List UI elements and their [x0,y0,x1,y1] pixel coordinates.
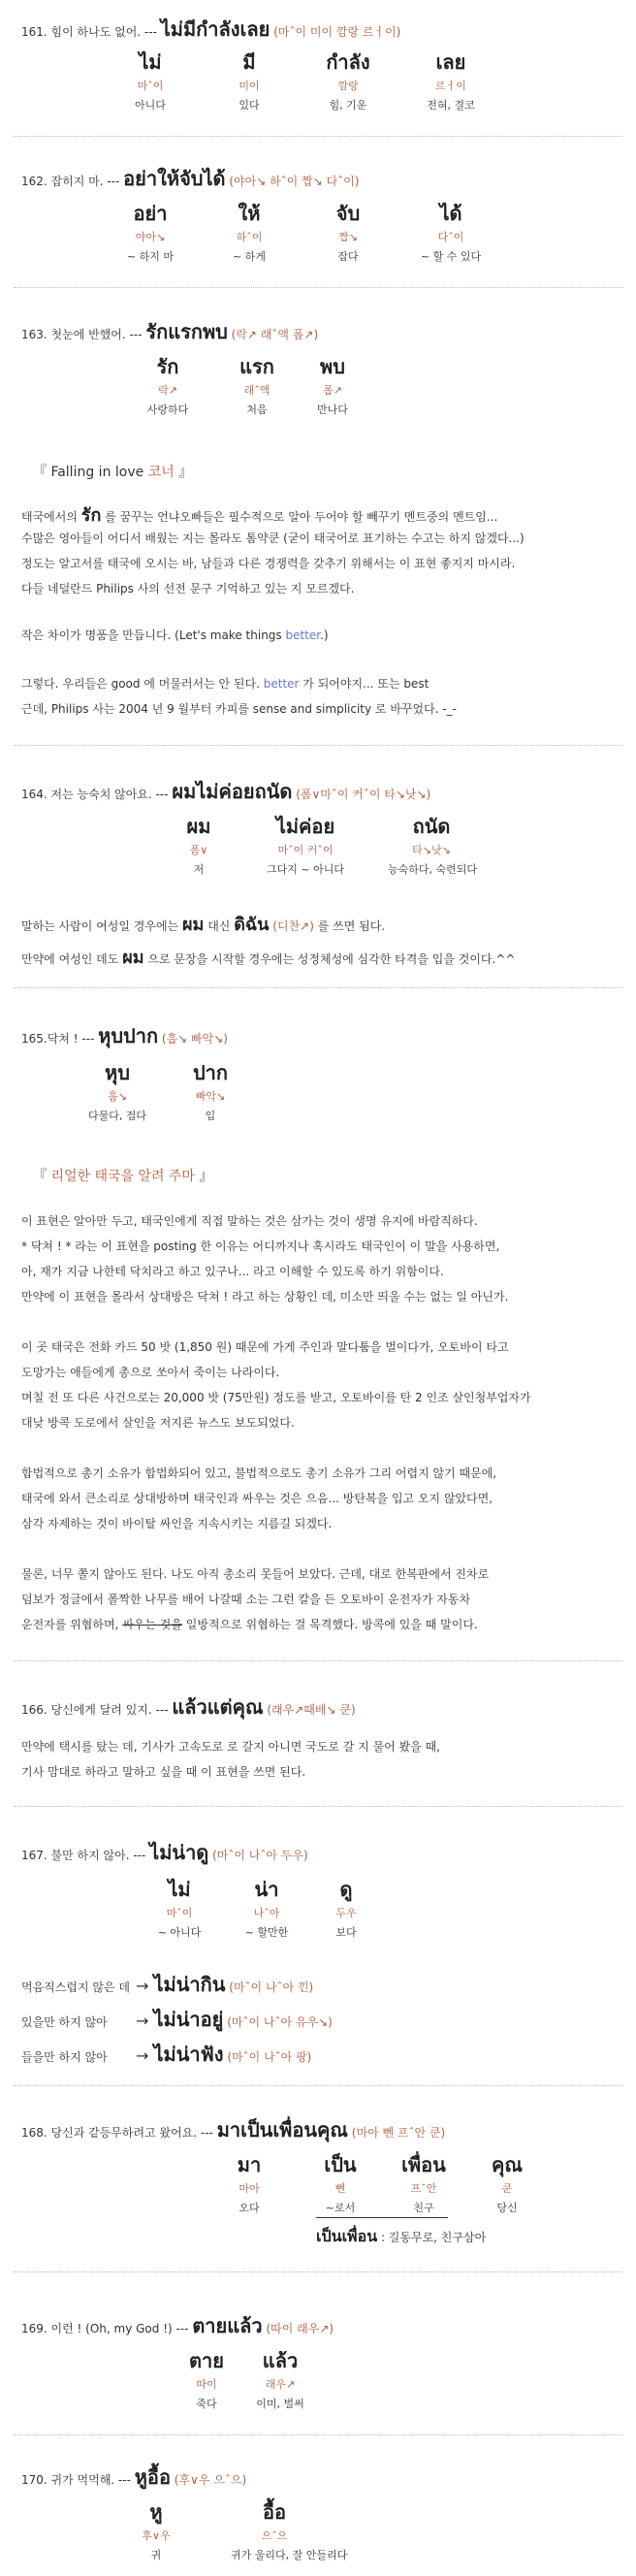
paragraph-line: 삼각 자제하는 것이 바이탈 싸인을 지속시키는 지름길 되겠다. [21,1517,333,1530]
paragraph-line: * 닥쳐 ! * 라는 이 표현을 posting 한 이유는 어디까지나 혹시라도 태국인이 이 말을 사용하면, [21,1240,500,1253]
word-thai: แรก [239,355,274,378]
word-meaning: 만나다 [317,403,348,416]
word-thai: ได้ [439,202,462,225]
word-thai: อื้อ [262,2500,287,2524]
heading-170 [21,2462,246,2493]
text-span: 를 쓰면 됨다. [313,919,386,933]
word-pron: 다ˆ이 [437,231,464,243]
heading-162-pron: (야아↘ 하ˆ이 짭↘ 다ˆ이) [229,175,360,188]
heading-162-thai: อย่าให้จับได้ [123,167,226,190]
heading-161 [21,14,400,45]
text-span: 작은 차이가 명품을 만듭니다. (Let's make things [21,628,286,642]
word-pron: 으ˆ으 [261,2529,288,2542]
word-meaning: ~로서 [325,2202,356,2214]
paragraph-line: 이 곳 태국은 전화 카드 50 밧 (1,850 원) 때문에 가게 주인과 말다툼을 벌이다가, 오토바이 타고 [21,1340,509,1354]
text-span: 일방적으로 위협하는 걸 목격했다. 방콕에 있을 때 말이다. [181,1618,478,1631]
paragraph-line [21,500,497,529]
paragraph-line [21,627,329,643]
paragraph-line: 합법적으로 총기 소유가 합법화되어 있고, 불법적으로도 총기 소유가 그리 어렵지 않기 때문에, [21,1466,497,1480]
word-thai: ไม่ [139,50,162,74]
word-pron: 야아↘ [135,231,166,243]
corner-title-falling-in-love [33,462,192,481]
word-pron: 락↗ [158,384,177,397]
word-thai: ดู [339,1878,353,1901]
word-thai: ปาก [192,1061,229,1084]
thai-highlight: ดิฉัน [234,915,270,935]
example-thai: ไม่น่าอยู่ [153,2008,224,2031]
word-meaning: 입 [205,1110,216,1122]
word-meaning: 이미, 벌써 [256,2398,304,2410]
word-pron: 빠악↘ [195,1090,226,1103]
example-label: 들을만 하지 않아 [21,2050,108,2064]
word-pron: 르ㅓ이 [435,80,466,92]
word-pron: 마ˆ이 커ˆ이 [277,844,334,856]
heading-163-pron: (락↗ 래ˆ액 폽↗) [231,328,319,341]
paragraph-line: 다들 네덜란드 Philips 사의 선전 문구 기억하고 있는 지 모르겠다. [21,582,355,596]
heading-169-thai: ตายแล้ว [192,2314,263,2337]
divider [14,136,622,137]
word-pron: 마아 [238,2182,260,2195]
arrow-icon: → [136,2046,154,2065]
thai-highlight: ผม [122,948,144,968]
word-pron: 뻰 [334,2182,346,2195]
heading-169 [21,2310,334,2341]
arrow-icon: → [136,2012,154,2030]
word-meaning: 힘, 기운 [329,99,367,112]
word-thai: เป็น [324,2153,357,2176]
paragraph-line: 물론, 너무 쫄지 않아도 된다. 나도 아직 총소리 못들어 보았다. 근데, 대로 한복판에서 진차로 [21,1567,490,1581]
heading-167-num: 167. 불만 하지 않아. --- [21,1849,150,1862]
word-meaning: 귀 [150,2549,162,2561]
word-thai: กำลัง [326,50,370,74]
paragraph-line: 며칠 전 또 다른 사건으로는 20,000 밧 (75만원) 정도를 받고, 오토바이를 탄 2 인조 살인청부업자가 [21,1391,531,1404]
strikethrough-text: 싸우는 것을 [122,1618,182,1631]
heading-167-pron: (마ˆ이 나ˆ아 두우) [212,1849,308,1862]
heading-168-num: 168. 당신과 같등무하려고 왔어요. --- [21,2126,217,2140]
text-span: .) [320,628,329,642]
corner-title-real-thailand [33,1166,213,1185]
heading-164-pron: (폼∨마ˆ이 커ˆ이 타↘낫↘) [296,788,431,801]
arrow-icon: → [136,1977,154,1995]
example-thai: ไม่น่าฟัง [153,2043,224,2066]
word-pron: 폼∨ [189,844,208,856]
heading-166-thai: แล้วแต่คุณ [172,1695,264,1719]
heading-166 [21,1691,356,1723]
paragraph-line: 대낮 방콕 도로에서 살인을 저지른 뉴스도 보도되었다. [21,1416,295,1430]
word-thai: พบ [320,355,345,378]
paragraph-line [21,943,515,971]
heading-162-num: 162. 잡히지 마. --- [21,175,124,188]
paragraph-line: 아, 재가 지금 나한테 닥치라고 하고 있구나... 라고 이해할 수 있도록 하기 위함이다. [21,1265,444,1278]
paragraph-line: 기사 맘대로 하라고 말하고 싶을 때 이 표현을 쓰면 된다. [21,1765,306,1779]
word-thai: ไม่ [168,1878,191,1901]
word-pron: 깜랑 [337,80,359,92]
paragraph-line [21,675,429,692]
heading-163 [21,316,318,347]
example-thai: ไม่น่ากิน [153,1973,226,1996]
word-thai: เลย [435,50,466,74]
word-meaning: 아니다 [135,99,166,112]
heading-164-thai: ผมไม่ค่อยถนัด [172,780,293,803]
word-meaning: 당신 [496,2202,518,2214]
word-meaning: 전혀, 결코 [427,99,475,112]
paragraph-line: 도망가는 애들에게 총으로 쏘아서 죽이는 나라이다. [21,1366,280,1379]
heading-165-thai: หุบปาก [98,1024,159,1047]
heading-169-num: 169. 이런 ! (Oh, my God !) --- [21,2322,193,2335]
word-pron: 짭↘ [338,231,358,243]
heading-164-num: 164. 저는 능숙치 않아요. --- [21,788,173,801]
corner-title-post: 』 [174,465,193,480]
divider [14,745,622,746]
heading-168 [21,2114,445,2145]
example-label: 있을만 하지 않아 [21,2015,108,2029]
corner-title-ko: 코너 [147,465,175,480]
word-meaning: ~ 하지 마 [126,250,175,263]
heading-165 [21,1020,228,1051]
corner-title-pre: 『 [33,1169,51,1184]
heading-161-thai: ไม่มีกำลังเลย [160,17,270,41]
example-row [21,2039,311,2070]
corner-title-ko: 리얼한 태국을 알려 주마 [50,1169,196,1184]
word-pron: 후∨우 [142,2529,171,2542]
heading-168-thai: มาเป็นเพื่อนคุณ [216,2118,348,2141]
heading-169-pron: (따이 래우↗) [266,2322,334,2335]
paragraph-line [21,1616,478,1632]
paragraph-line: 태국에 와서 큰소리로 상대방하며 태국인과 싸우는 것은 으음... 방탄복을 입고 오지 않았다면, [21,1492,493,1505]
example-row [21,2004,333,2035]
paragraph-line: 만약에 택시를 탔는 데, 기사가 고속도로 로 갈지 아니면 국도로 갈 지 물어 봤을 때, [21,1740,440,1754]
word-meaning: 처음 [246,403,268,416]
divider [14,2085,622,2086]
word-meaning: 있다 [238,99,260,112]
word-thai: ไม่ค่อย [275,815,335,838]
word-pron: 훕↘ [108,1090,127,1103]
heading-163-thai: รักแรกพบ [145,320,228,343]
word-meaning: ~ 할 수 있다 [420,250,482,263]
word-pron: 폽↗ [323,384,342,397]
compound-thai: เป็นเพื่อน [316,2227,378,2245]
word-thai: ผม [186,815,211,838]
heading-161-num: 161. 힘이 하나도 없어. --- [21,25,161,39]
word-meaning: 죽다 [196,2398,217,2410]
highlight-better: better [263,677,300,691]
text-span: 으로 문장을 시작할 경우에는 성정체성에 심각한 타격을 입을 것이다.^^ [143,952,516,966]
word-pron: 래ˆ액 [243,384,270,397]
heading-170-num: 170. 귀가 먹먹해. --- [21,2473,135,2487]
divider [14,1660,622,1661]
word-pron: 쿤 [501,2182,513,2195]
divider [14,1806,622,1807]
text-span: 대신 [204,919,235,933]
heading-167 [21,1837,308,1868]
word-pron: 미이 [238,80,260,92]
text-span: 태국에서의 [21,510,81,524]
word-thai: มี [242,50,256,74]
word-thai: มา [237,2153,262,2176]
divider [14,287,622,288]
underline-bracket [316,2217,448,2218]
example-label: 먹음직스럽지 않은 데 [21,1980,130,1994]
thai-highlight: ผม [181,915,205,935]
word-meaning: 보다 [335,1926,357,1939]
paragraph-line: 만약에 이 표현을 몰라서 상대방은 닥쳐 ! 라고 하는 상황인 데, 미소만 띄울 수는 없는 일 아닌가. [21,1290,509,1304]
word-thai: จับ [335,202,361,225]
word-meaning: 다물다, 접다 [87,1110,147,1122]
example-pron: (마ˆ이 나ˆ아 낀) [229,1980,314,1994]
word-thai: น่า [254,1878,279,1901]
heading-165-num: 165.닥쳐 ! --- [21,1032,99,1046]
heading-168-pron: (마아 뻰 프ˆ안 쿤) [351,2126,446,2140]
pron-span: (디찬↗) [269,919,314,933]
word-pron: 타↘낫↘ [412,844,451,856]
word-meaning: 오다 [238,2202,260,2214]
word-pron: 따이 [196,2378,217,2391]
word-thai: ถนัด [412,815,451,838]
example-row [21,1969,313,2000]
paragraph-line: 덤보가 정글에서 폴짝한 나무를 배어 나갈때 소는 그런 칼을 든 오토바이 운전자가 자동차 [21,1593,471,1606]
text-span: 가 되어야지... 또는 best [299,677,429,691]
word-thai: ตาย [189,2349,224,2372]
word-meaning: 저 [193,863,205,876]
text-span: 그렇다. 우리들은 good 에 머물러서는 안 된다. [21,677,264,691]
example-pron: (마ˆ이 나ˆ아 팡) [227,2050,312,2064]
word-pron: 마ˆ이 [137,80,164,92]
word-thai: แล้ว [262,2349,299,2372]
word-meaning: ~ 하게 [233,250,266,263]
word-pron: 나ˆ아 [253,1907,280,1919]
heading-161-pron: (마ˆ이 미이 깜랑 르ㅓ이) [273,25,401,39]
word-thai: รัก [156,355,179,378]
word-thai: เพื่อน [401,2153,446,2176]
paragraph-line: 수많은 영아들이 어디서 배웠는 지는 몰라도 톰약쿤 (굳이 태국어로 표기하는 수고는 하지 않겠다...) [21,531,525,545]
heading-162 [21,163,359,194]
word-meaning: 잡다 [337,250,359,263]
word-pron: 하ˆ이 [236,231,263,243]
corner-title-pre: 『 Falling in love [33,465,148,480]
thai-highlight: รัก [80,505,102,526]
divider [14,2271,622,2272]
heading-170-thai: หูอื้อ [134,2465,171,2489]
word-pron: 마ˆ이 [166,1907,193,1919]
compound-meaning: : 길동무로, 친구삼아 [377,2231,487,2244]
highlight-better: better [285,628,321,642]
word-meaning: 친구 [413,2202,434,2214]
paragraph-line [21,910,385,938]
text-span: 말하는 사람이 여성일 경우에는 [21,919,182,933]
corner-title-post: 』 [195,1169,213,1184]
heading-166-num: 166. 당신에게 달려 있지. --- [21,1703,173,1717]
text-span: 운전자를 위협하며, [21,1618,123,1631]
heading-164 [21,776,430,807]
word-pron: 래우↗ [265,2378,296,2391]
heading-167-thai: ไม่น่าดู [149,1841,209,1864]
heading-166-pron: (래우↗때배↘ 쿤) [267,1703,356,1717]
word-thai: คุณ [492,2153,523,2176]
example-pron: (마ˆ이 나ˆ아 유우↘) [227,2015,333,2029]
word-thai: หุบ [105,1061,130,1084]
text-span: 만약에 여성인 데도 [21,952,123,966]
paragraph-line: 근데, Philips 사는 2004 년 9 월부터 카피를 sense and simplicity 로 바꾸었다. -_- [21,702,457,716]
paragraph-line: 정도는 알고서를 태국에 오시는 바, 남들과 다른 경쟁력을 갖추기 위해서는 이 표현 좋지지 마시라. [21,557,516,570]
word-thai: หู [149,2500,163,2524]
word-meaning: ~ 할만한 [244,1926,289,1939]
heading-170-pron: (후∨우 으ˆ으) [174,2473,247,2487]
word-pron: 두우 [335,1907,357,1919]
word-meaning: 사랑하다 [146,403,189,416]
word-meaning: 능숙하다, 숙련되다 [388,863,478,876]
word-meaning: 귀가 울리다, 잘 안들리다 [231,2549,348,2561]
word-meaning: ~ 아니다 [157,1926,202,1939]
divider [14,2434,622,2435]
word-thai: ให้ [238,202,261,225]
word-pron: 프ˆ안 [410,2182,437,2195]
word-thai: อย่า [133,202,168,225]
compound-note [316,2225,486,2249]
heading-165-pron: (훕↘ 빠악↘) [161,1032,228,1046]
paragraph-line: 이 표현은 알아만 두고, 태국인에게 직접 말하는 것은 삼가는 것이 생명 유지에 바람직하다. [21,1214,478,1228]
word-meaning: 그다지 ~ 아니다 [267,863,344,876]
text-span: 를 꿈꾸는 언냐오빠들은 필수적으로 알아 두어야 할 빼꾸기 멘트중의 멘트임... [101,510,498,524]
heading-163-num: 163. 첫눈에 반했어. --- [21,328,146,341]
divider [14,987,622,988]
